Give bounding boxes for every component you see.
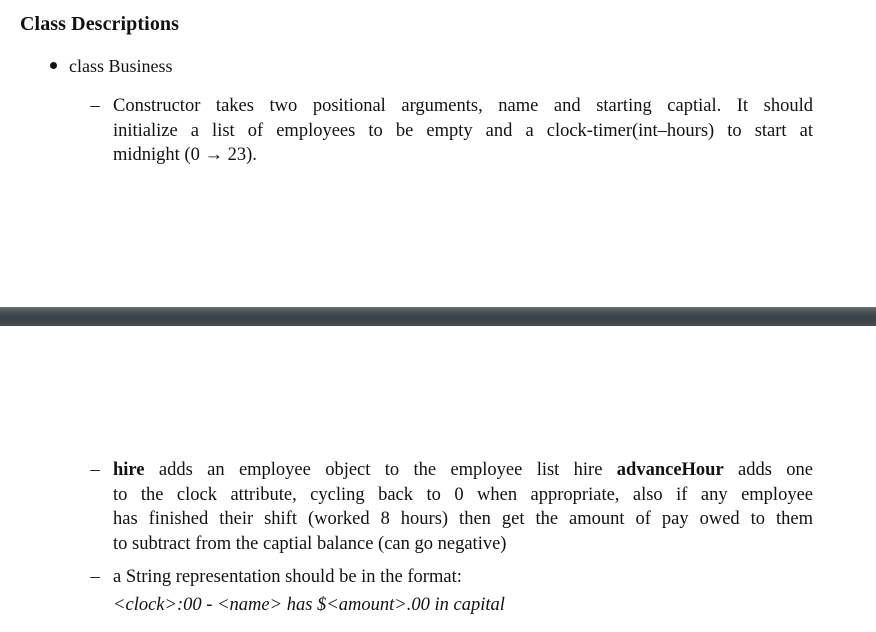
hire-line-1-end: adds one [723,460,813,480]
page-break-divider [0,307,876,326]
string-intro: a String representation should be in the format: [113,567,462,587]
hire-line-1-mid: adds an employee object to the employee list hire [144,460,617,480]
bullet-label: class Business [69,56,173,76]
hire-line-4: to subtract from the captial balance (can go negative) [113,533,507,554]
keyword-advancehour: advanceHour [616,460,724,480]
hire-line-1 [113,458,813,483]
constructor-line-3: midnight (0 → 23). [113,145,257,166]
constructor-line-2: initialize a list of employees to be empty and a clock-timer(int–hours) to start at [113,120,813,141]
dash-marker: – [90,96,100,116]
keyword-hire: hire [113,460,145,480]
constructor-line-1: Constructor takes two positional arguments, name and starting captial. It should [113,96,813,116]
dash-marker: – [90,567,100,587]
dash-marker: – [90,460,100,480]
bullet-item-class-business [50,55,173,77]
hire-line-3: has finished their shift (worked 8 hours) then get the amount of pay owed to them [113,509,813,530]
string-format: <clock>:00 - <name> has $<amount>.00 in capital [113,594,505,615]
hire-line-2: to the clock attribute, cycling back to 0 when appropriate, also if any employee [113,484,813,505]
section-heading: Class Descriptions [20,13,180,35]
bullet-dot-icon [50,62,57,69]
